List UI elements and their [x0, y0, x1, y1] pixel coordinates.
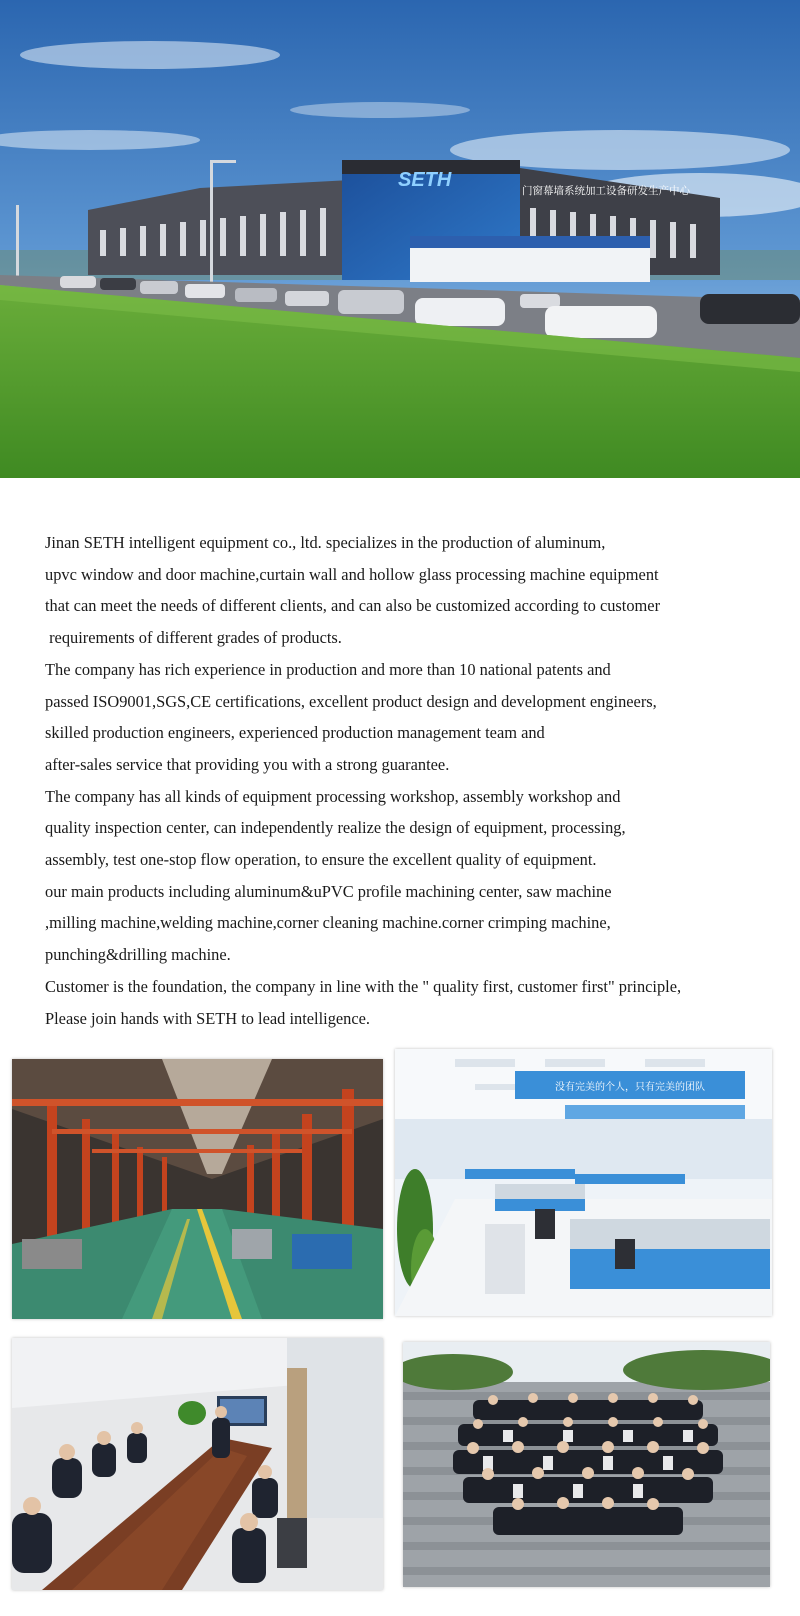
- intro-line: Jinan SETH intelligent equipment co., ltd. specializes in the production of aluminum,: [45, 533, 606, 552]
- intro-line: passed ISO9001,SGS,CE certifications, excellent product design and development engineers,: [45, 691, 657, 711]
- intro-line: skilled production engineers, experienced production management team and: [45, 723, 545, 743]
- company-introduction: [45, 527, 795, 1034]
- workshop-photo: [12, 1059, 383, 1319]
- team-photo: [403, 1342, 770, 1587]
- building-sign-text: 门窗幕墙系统加工设备研发生产中心: [522, 185, 690, 197]
- intro-line: our main products including aluminum&uPVC profile machining center, saw machine: [45, 881, 612, 901]
- team-illustration: [403, 1342, 770, 1587]
- intro-line: Customer is the foundation, the company in line with the " quality first, customer first" principle,: [45, 976, 682, 996]
- seth-logo-text: SETH: [398, 169, 452, 191]
- intro-line: after-sales service that providing you with a strong guarantee.: [45, 754, 450, 774]
- intro-line: punching&drilling machine.: [45, 945, 231, 965]
- intro-line: Please join hands with SETH to lead intelligence.: [45, 1008, 371, 1028]
- workshop-illustration: [12, 1059, 383, 1319]
- intro-line: upvc window and door machine,curtain wall and hollow glass processing machine equipment: [45, 564, 659, 584]
- office-photo: [395, 1049, 772, 1316]
- office-illustration: [395, 1049, 772, 1316]
- factory-illustration: [0, 0, 800, 478]
- intro-line: The company has rich experience in production and more than 10 national patents and: [45, 659, 611, 679]
- intro-line: quality inspection center, can independently realize the design of equipment, processing,: [45, 818, 626, 838]
- meeting-illustration: [12, 1338, 383, 1590]
- intro-line: that can meet the needs of different clients, and can also be customized according to customer: [45, 596, 661, 616]
- office-banner-text: 没有完美的个人，只有完美的团队: [555, 1082, 705, 1093]
- meeting-photo: [12, 1338, 383, 1590]
- intro-line: requirements of different grades of products.: [45, 628, 342, 648]
- intro-line: assembly, test one-stop flow operation, to ensure the excellent quality of equipment.: [45, 850, 597, 870]
- intro-line: The company has all kinds of equipment processing workshop, assembly workshop and: [45, 786, 621, 806]
- intro-line: ,milling machine,welding machine,corner cleaning machine.corner crimping machine,: [45, 913, 611, 933]
- hero-factory-photo: [0, 0, 800, 478]
